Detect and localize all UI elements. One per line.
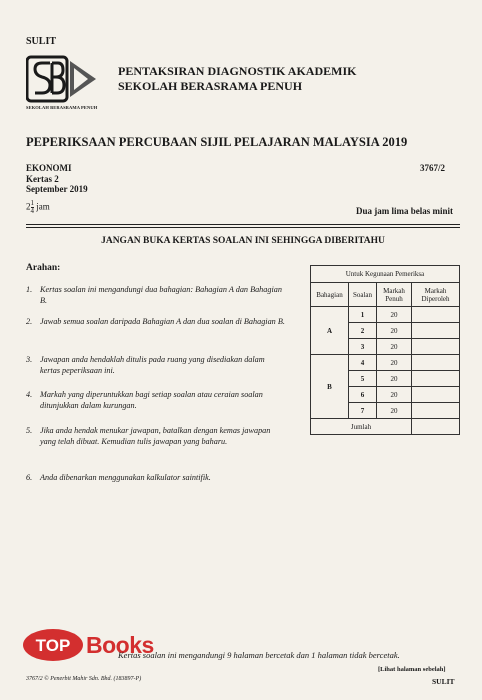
header-markah-penuh: Markah Penuh [377,283,412,307]
instruction-number: 6. [26,473,33,482]
divider [26,227,460,228]
instruction-number: 3. [26,355,33,364]
marks-obtained-cell[interactable] [412,323,460,339]
exam-title: PEPERIKSAAN PERCUBAAN SIJIL PELAJARAN MALAYSIA 2019 [26,135,408,149]
header-soalan: Soalan [349,283,377,307]
duration-whole: 2 [26,201,31,212]
duration-fraction [31,200,35,215]
question-number: 3 [349,339,377,355]
watermark-top-text: TOP [35,636,71,655]
instruction-item [26,354,286,376]
duration-unit: jam [36,201,50,212]
question-number: 2 [349,323,377,339]
duration [26,200,50,215]
duration-numerator: 1 [30,199,34,207]
total-label: Jumlah [311,419,412,435]
examiner-table [310,265,460,435]
instruction-text: Jika anda hendak menukar jawapan, batalkan dengan kemas jawapan yang telah dibuat. Kemudian tulis jawapan yang baharu. [40,426,271,446]
full-marks: 20 [377,339,412,355]
duration-denominator: 4 [30,207,34,215]
sbp-logo-icon [26,55,98,105]
full-marks: 20 [377,323,412,339]
instruction-text: Markah yang diperuntukkan bagi setiap soalan atau ceraian soalan ditunjukkan dalam kurungan. [40,390,263,410]
examiner-table-title: Untuk Kegunaan Pemeriksa [311,266,460,283]
full-marks: 20 [377,355,412,371]
section-a: A [311,307,349,355]
instruction-number: 4. [26,390,33,399]
subject-block [26,163,88,195]
question-number: 6 [349,387,377,403]
instruction-item [26,284,286,306]
subject-name: EKONOMI [26,163,72,173]
duration-words: Dua jam lima belas minit [356,206,454,216]
marks-obtained-cell[interactable] [412,307,460,323]
full-marks: 20 [377,307,412,323]
total-cell[interactable] [412,419,460,435]
instruction-item [26,425,286,447]
full-marks: 20 [377,387,412,403]
paper-number: Kertas 2 [26,173,59,184]
sulit-label-top: SULIT [26,36,57,47]
org-line-2: SEKOLAH BERASRAMA PENUH [118,79,303,93]
divider [26,224,460,225]
instruction-number: 1. [26,285,33,294]
instruction-text: Anda dibenarkan menggunakan kalkulator saintifik. [40,473,211,482]
instruction-text: Kertas soalan ini mengandungi dua bahagian: Bahagian A dan Bahagian B. [40,285,282,305]
question-number: 7 [349,403,377,419]
page-count-note: Kertas soalan ini mengandungi 9 halaman bercetak dan 1 halaman tidak bercetak. [118,650,400,660]
marks-obtained-cell[interactable] [412,387,460,403]
warning-banner: JANGAN BUKA KERTAS SOALAN INI SEHINGGA DIBERITAHU [101,236,385,246]
logo-caption: SEKOLAH BERASRAMA PENUH [26,105,98,110]
marks-obtained-cell[interactable] [412,339,460,355]
marks-obtained-cell[interactable] [412,403,460,419]
question-number: 5 [349,371,377,387]
organization-name [118,64,458,94]
marks-obtained-cell[interactable] [412,355,460,371]
instruction-number: 2. [26,317,33,326]
full-marks: 20 [377,403,412,419]
instruction-text: Jawapan anda hendaklah ditulis pada ruang yang disediakan dalam kertas peperiksaan ini. [40,355,265,375]
watermark-books-text: Books [86,632,154,658]
header-bahagian: Bahagian [311,283,349,307]
exam-date: September 2019 [26,184,88,194]
instruction-item [26,389,286,411]
instructions-heading: Arahan: [26,263,61,273]
copyright: 3767/2 © Penerbit Mahir Sdn. Bhd. (183897-P) [26,676,142,682]
full-marks: 20 [377,371,412,387]
instruction-text: Jawab semua soalan daripada Bahagian A dan dua soalan di Bahagian B. [40,317,285,326]
marks-obtained-cell[interactable] [412,371,460,387]
topbooks-logo-icon [22,628,84,662]
sulit-label-bottom: SULIT [432,677,455,686]
instruction-item [26,472,286,483]
examiner-grid [310,265,460,435]
instruction-number: 5. [26,426,33,435]
org-line-1: PENTAKSIRAN DIAGNOSTIK AKADEMIK [118,64,357,78]
instruction-item [26,316,286,327]
question-number: 4 [349,355,377,371]
section-b: B [311,355,349,419]
header-markah-diperoleh: Markah Diperoleh [412,283,460,307]
question-number: 1 [349,307,377,323]
paper-code: 3767/2 [420,163,446,173]
next-page-note: [Lihat halaman sebelah] [378,666,446,673]
